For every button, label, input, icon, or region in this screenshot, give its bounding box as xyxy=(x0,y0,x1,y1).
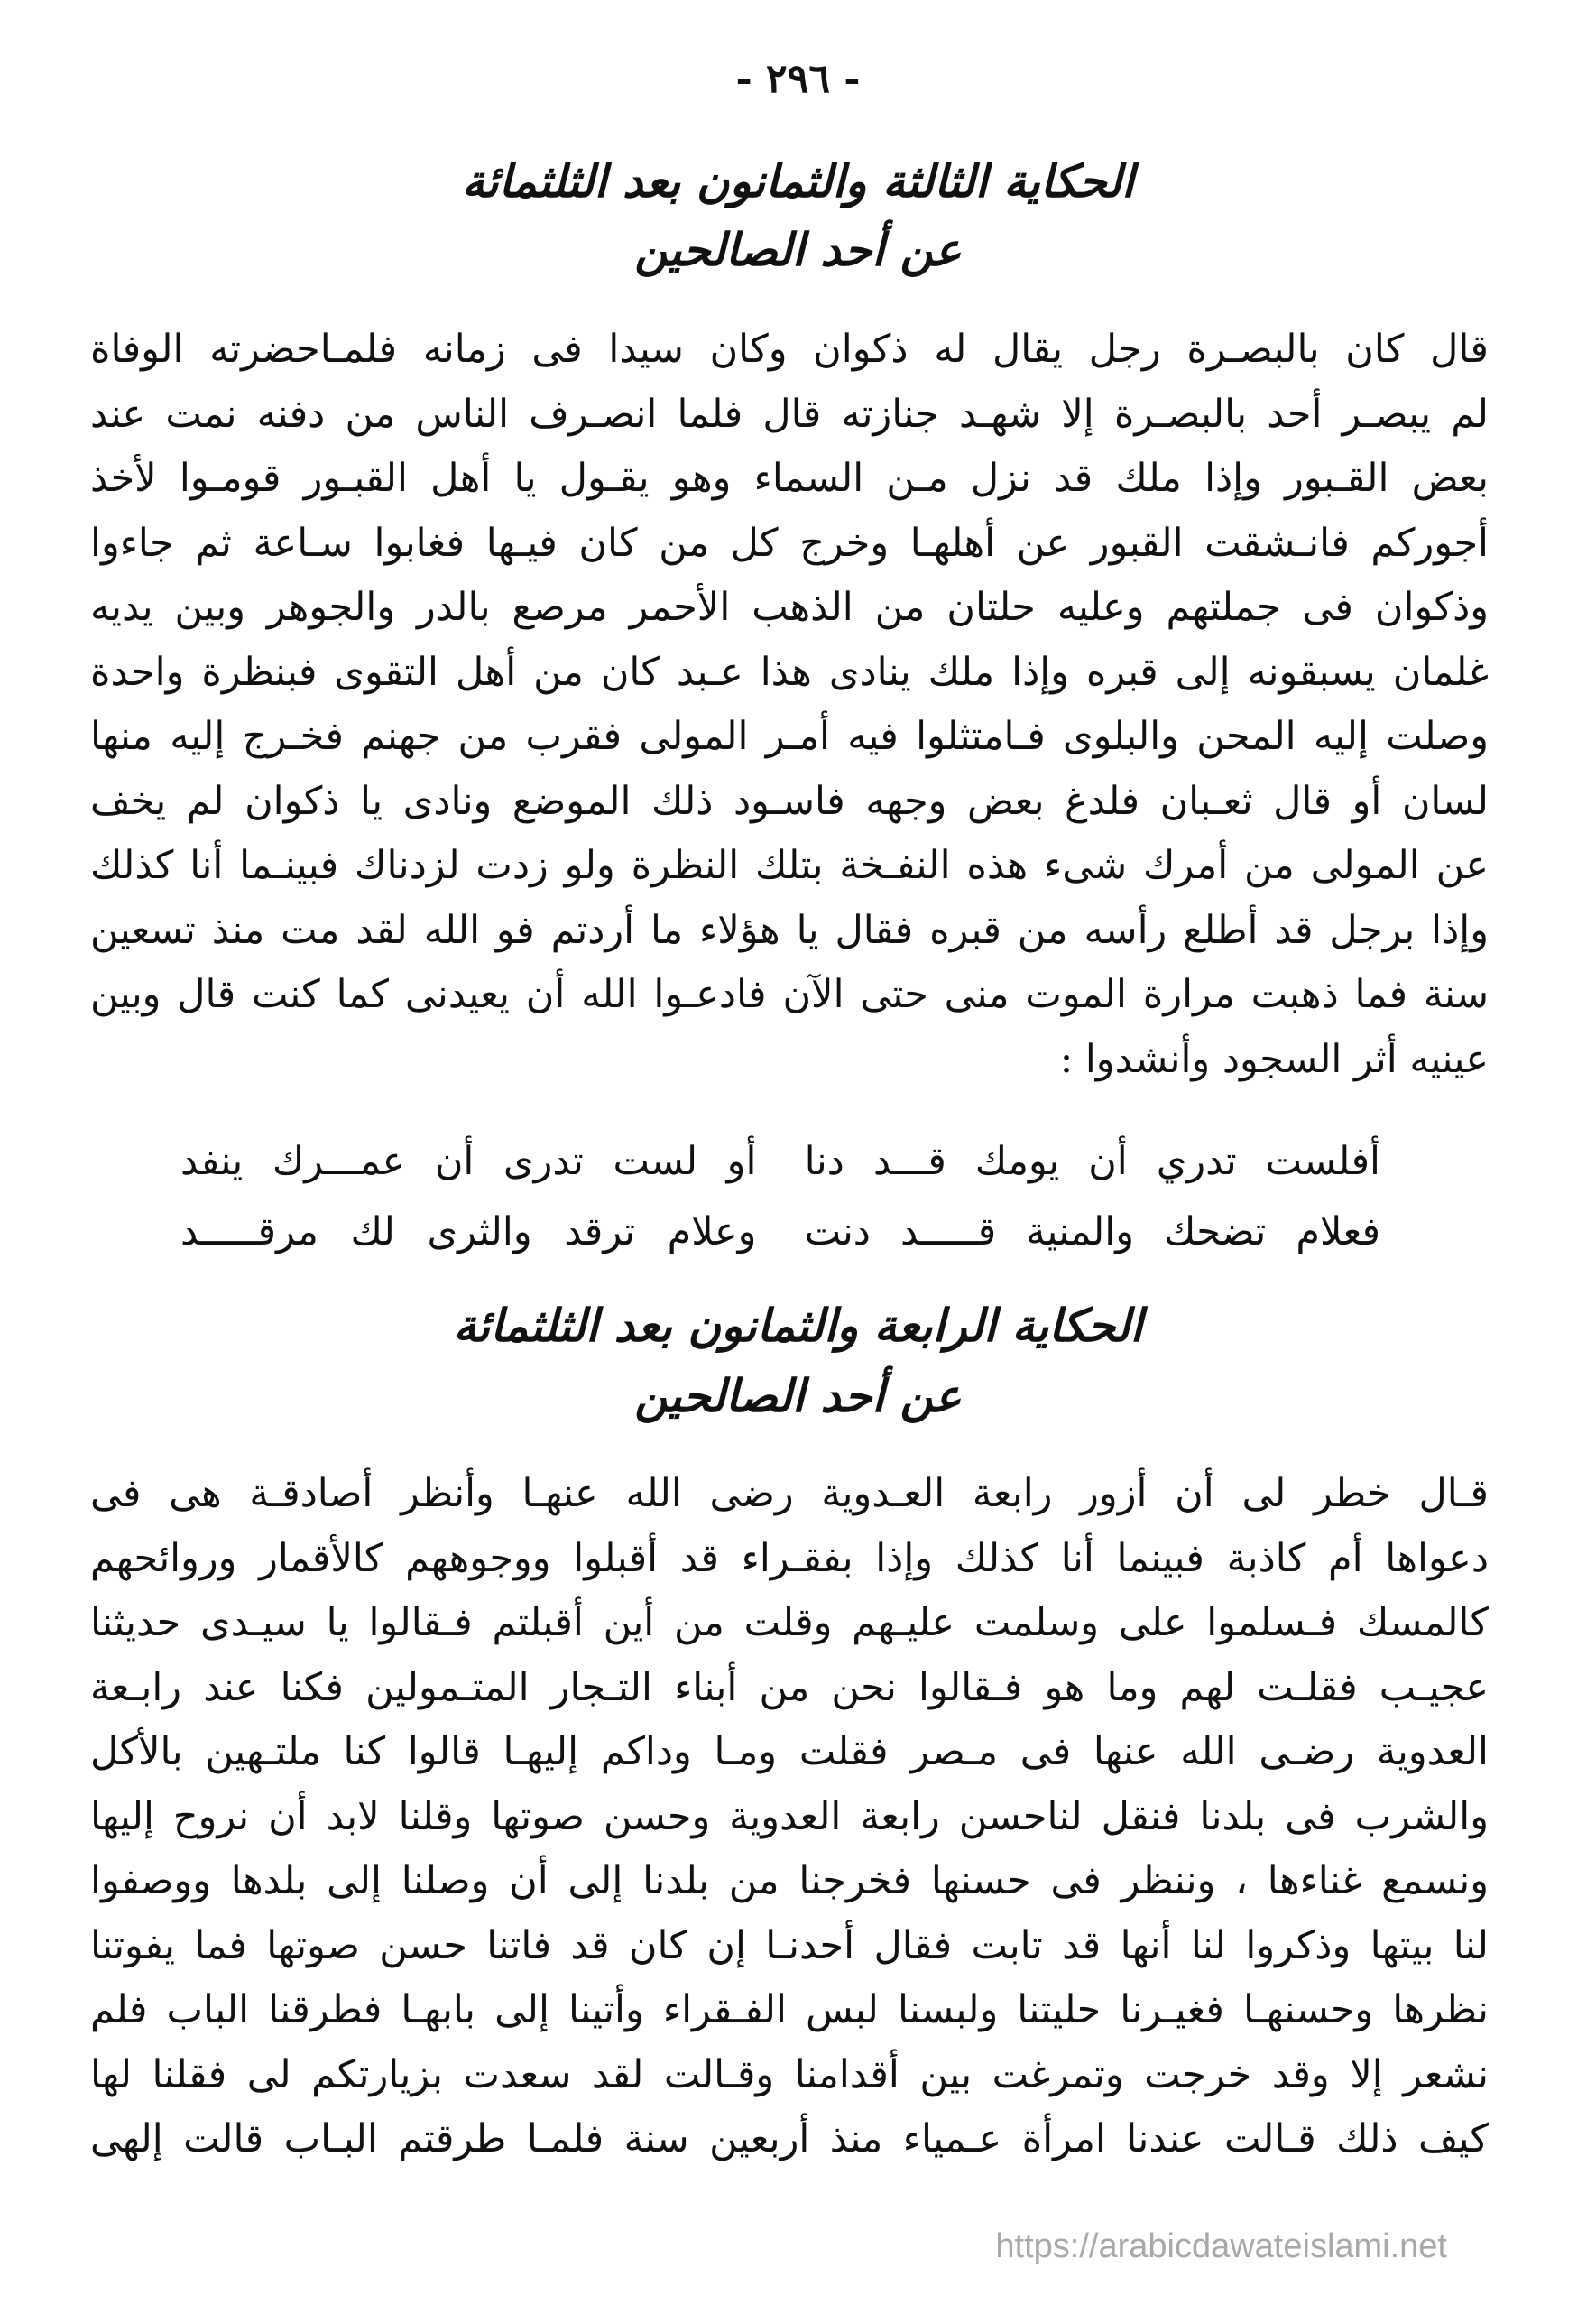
text-line: والشرب فى بلدنا فنقل لناحسن رابعة العدوية وحسن صوتها وقلنا لابد أن نروح إليها xyxy=(90,1793,1489,1839)
text-line: أجوركم فانـشقت القبور عن أهلهـا وخرج كل من كان فيـها فغابوا سـاعة ثم جاءوا xyxy=(90,520,1489,566)
text-line: سنة فما ذهبت مرارة الموت منى حتى الآن فادعـوا الله أن يعيدنى كما كنت قال وبين xyxy=(90,972,1489,1017)
text-line: لسان أو قال ثعـبان فلدغ بعض وجهه فاسـود ذلك الموضع ونادى يا ذكوان لم يخف xyxy=(90,778,1489,824)
text-line: دعواها أم كاذبة فبينما أنا كذلك وإذا بفقـراء قد أقبلوا ووجوههم كالأقمار وروائحهم xyxy=(90,1535,1489,1581)
poem-first-hemistich: فعلام تضحك والمنية قـــــد دنت xyxy=(804,1209,1380,1254)
poem-verse xyxy=(180,1197,1380,1267)
text-line: وصلت إليه المحن والبلوى فـامتثلوا فيه أمـر المولى فقرب من جهنم فخـرج إليه منها xyxy=(90,714,1489,759)
text-line: لنا بيتها وذكروا لنا أنها قد تابت فقال أحدنـا إن كان قد فاتنا حسن صوتها فما يفوتنا xyxy=(90,1922,1489,1968)
poem-verse xyxy=(180,1126,1380,1197)
text-line: عينيه أثر السجود وأنشدوا : xyxy=(1059,1036,1489,1082)
story2-subtitle: عن أحد الصالحين xyxy=(634,1370,962,1422)
text-line: قـال خطر لى أن أزور رابعة العـدوية رضى الله عنهـا وأنظر أصادقـة هى فى xyxy=(90,1471,1489,1516)
text-line: وإذا برجل قد أطلع رأسه من قبره فقال يا هؤلاء ما أردتم فو الله لقد مت منذ تسعين xyxy=(90,907,1489,953)
poem-first-hemistich: أفلست تدري أن يومك قـــد دنا xyxy=(804,1139,1380,1184)
text-line: ونسمع غناءها ، وننظر فى حسنها فخرجنا من بلدنا إلى أن وصلنا إلى بلدها ووصفوا xyxy=(90,1858,1489,1903)
text-line: كيف ذلك قـالت عندنا امرأة عـمياء منذ أربعين سنة فلمـا طرقتم البـاب قالت إلهى xyxy=(90,2116,1489,2161)
text-line: بعض القـبور وإذا ملك قد نزل مـن السماء وهو يقـول يا أهل القبـور قومـوا لأخذ xyxy=(90,456,1489,501)
story2-title: الحكاية الرابعة والثمانون بعد الثلثمائة xyxy=(453,1300,1143,1352)
poem-second-hemistich: أو لست تدرى أن عمـــرك ينفد xyxy=(180,1139,757,1184)
story2-paragraph xyxy=(90,1462,1489,2172)
page-number: - ٢٩٦ - xyxy=(735,56,861,102)
story1-paragraph xyxy=(90,318,1489,1092)
story1-subtitle: عن أحد الصالحين xyxy=(634,224,962,276)
text-line: كالمسك فـسلموا على وسلمت عليـهم وقلت من أين أقبلتم فـقالوا يا سيـدى حديثنا xyxy=(90,1600,1489,1645)
text-line: وذكوان فى جملتهم وعليه حلتان من الذهب الأحمر مرصع بالدر والجوهر وبين يديه xyxy=(90,585,1489,630)
text-line: نظرها وحسنهـا فغيـرنا حليتنا ولبسنا لبس الفـقراء وأتينا إلى بابهـا فطرقنا الباب فلم xyxy=(90,1987,1489,2032)
poem-second-hemistich: وعلام ترقد والثرى لك مرقـــــد xyxy=(180,1209,757,1254)
text-line: غلمان يسبقونه إلى قبره وإذا ملك ينادى هذا عـبد كان من أهل التقوى فبنظرة واحدة xyxy=(90,649,1489,695)
watermark-url: https://arabicdawateislami.net xyxy=(995,2227,1447,2265)
text-line: لم يبصـر أحد بالبصـرة إلا شهـد جنازته قال فلما انصـرف الناس من دفنه نمت عند xyxy=(90,391,1489,437)
text-line: نشعر إلا وقد خرجت وتمرغت بين أقدامنا وقـالت لقد سعدت بزيارتكم لى فقلنا لها xyxy=(90,2051,1489,2097)
text-line: عن المولى من أمرك شىء هذه النفـخة بتلك النظرة ولو زدت لزدناك فبينـما أنا كذلك xyxy=(90,843,1489,888)
text-line: قال كان بالبصـرة رجل يقال له ذكوان وكان سيدا فى زمانه فلمـاحضرته الوفاة xyxy=(90,327,1489,372)
poem xyxy=(180,1126,1380,1267)
text-line: عجيـب فقلـت لهم وما هو فـقالوا نحن من أبناء التـجار المتـمولين فكنا عند رابـعة xyxy=(90,1664,1489,1710)
text-line: العدوية رضـى الله عنها فى مـصر فقلت ومـا وداكم إليهـا قالوا كنا ملتـهين بالأكل xyxy=(90,1729,1489,1774)
story1-title: الحكاية الثالثة والثمانون بعد الثلثمائة xyxy=(461,155,1135,208)
